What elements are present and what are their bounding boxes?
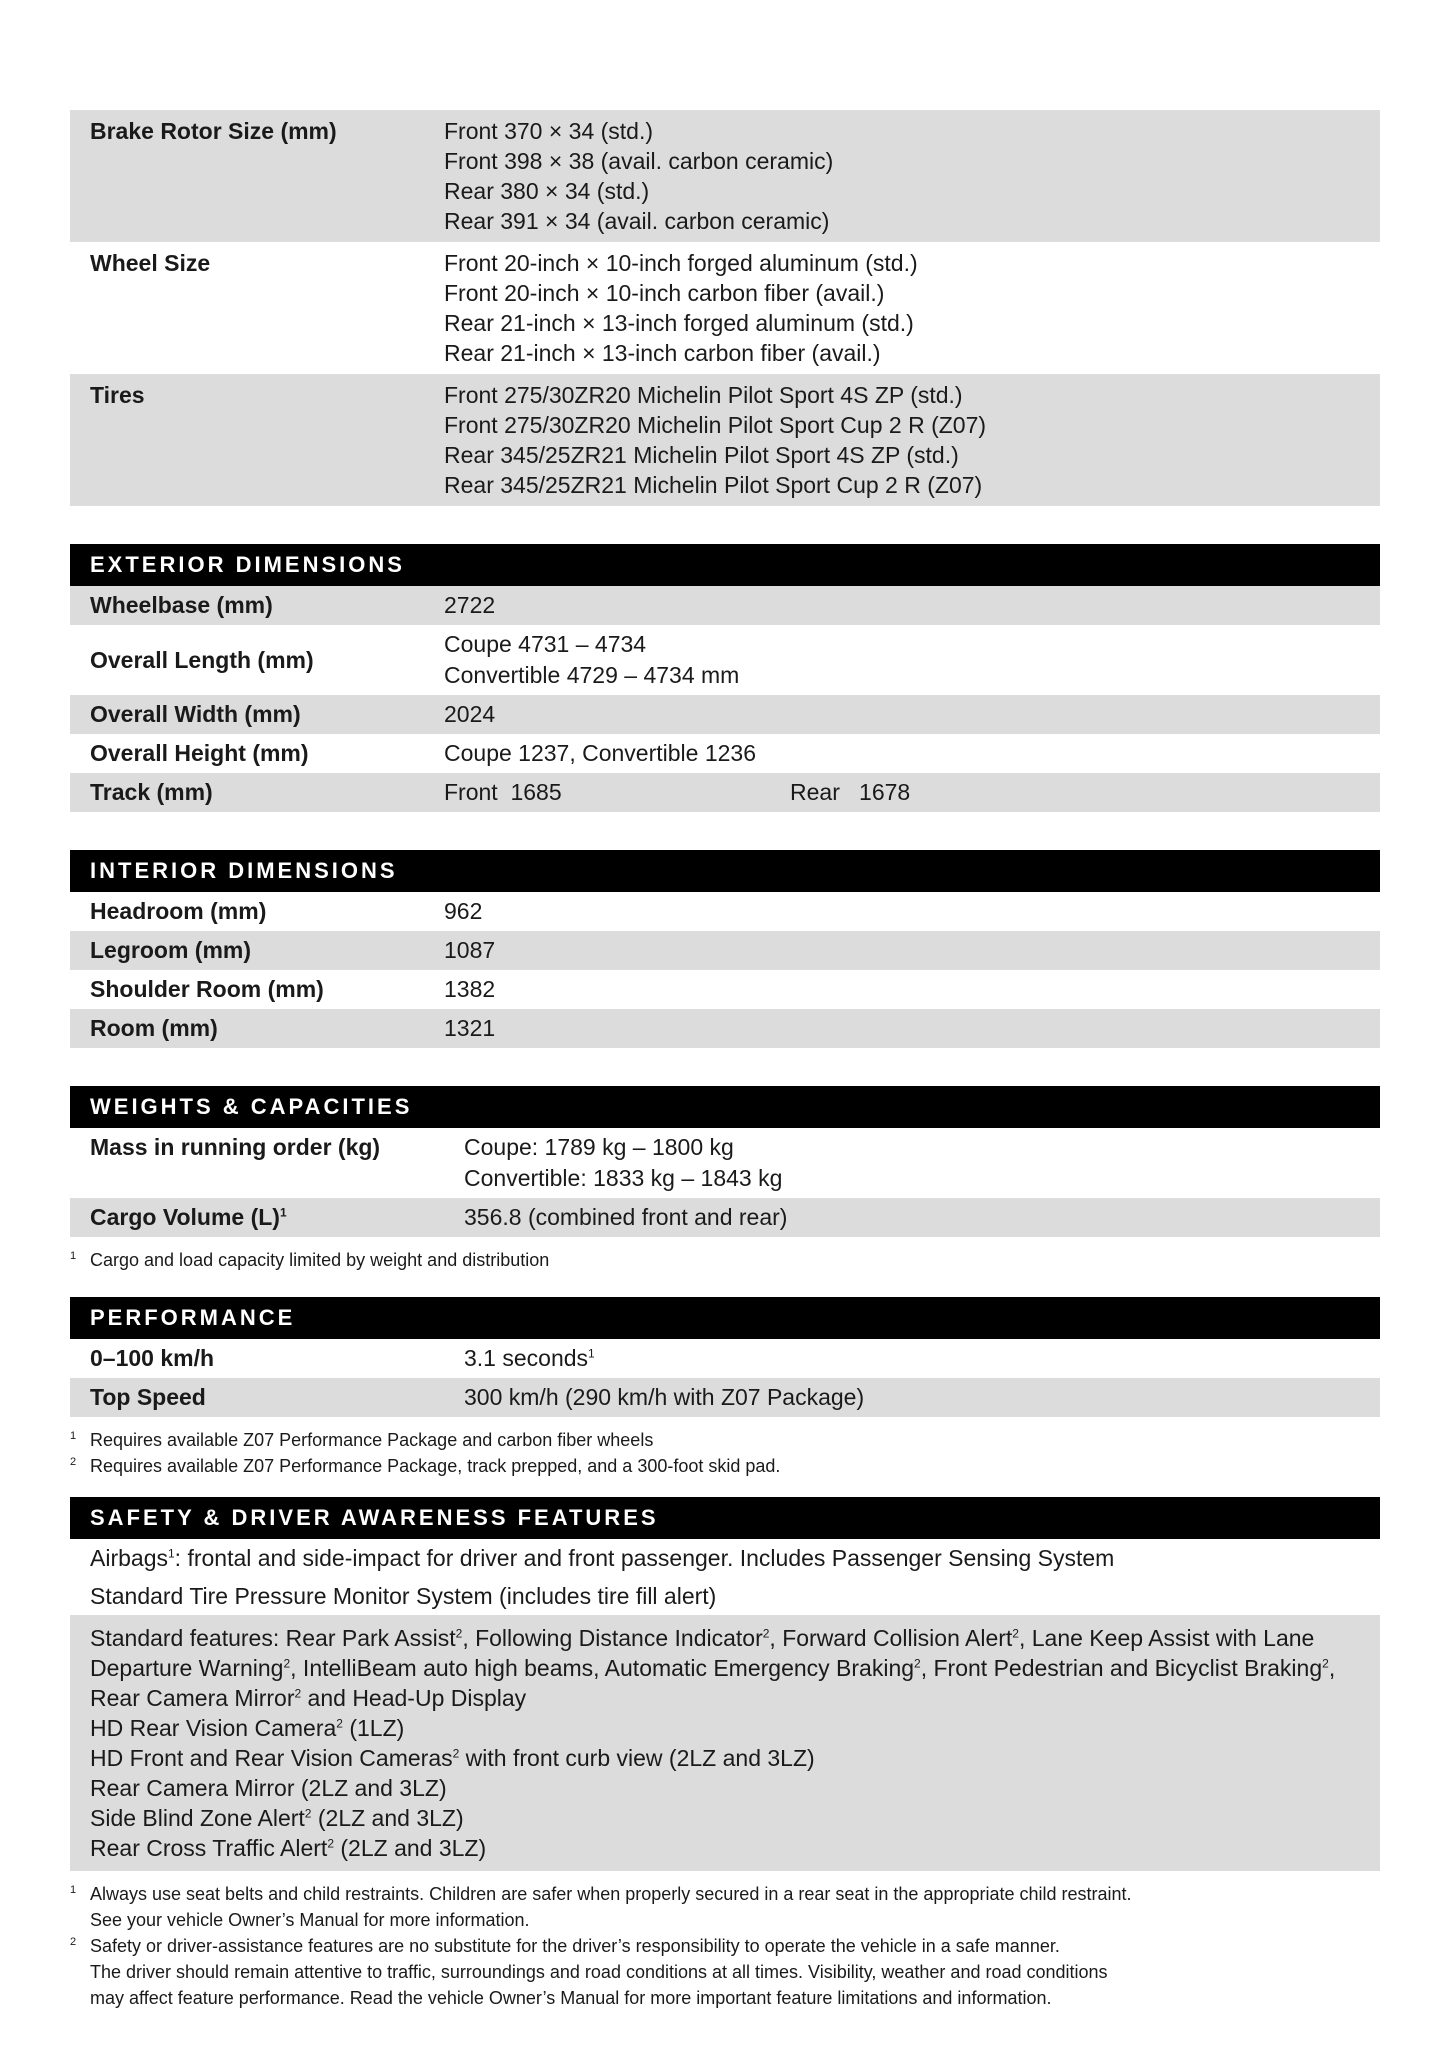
safety-features	[70, 1497, 1380, 2011]
footnote: 1 Cargo and load capacity limited by weight and distribution	[70, 1250, 550, 1270]
footnote: 2 Requires available Z07 Performance Package, track prepped, and a 300-foot skid pad.	[70, 1456, 781, 1476]
section-header: PERFORMANCE	[70, 1297, 1380, 1339]
spec-value: 356.8 (combined front and rear)	[464, 1204, 788, 1230]
spec-value: Front 275/30ZR20 Michelin Pilot Sport 4S ZP (std.)	[444, 382, 963, 408]
list-item: HD Front and Rear Vision Cameras$^2$ with front curb view (2LZ and 3LZ)	[90, 1745, 815, 1771]
overall-width-row	[70, 695, 1380, 734]
spec-value: Coupe 1237, Convertible 1236	[444, 740, 757, 766]
spec-value: Front 370 × 34 (std.)	[444, 118, 654, 144]
track-rear: Rear 1678	[790, 779, 911, 805]
spec-value: Coupe 4731 – 4734	[444, 631, 647, 657]
spec-value: 1382	[444, 976, 496, 1002]
spec-value: Rear 21-inch × 13-inch carbon fiber (avail.)	[444, 340, 881, 366]
spec-value: Front 20-inch × 10-inch forged aluminum (std.)	[444, 250, 918, 276]
spec-label: Wheel Size	[90, 250, 211, 276]
spec-value: Front 275/30ZR20 Michelin Pilot Sport Cup 2 R (Z07)	[444, 412, 987, 438]
spec-sheet	[70, 110, 1380, 2011]
tires-row	[70, 374, 1380, 506]
standard-features-text: Standard features: Rear Park Assist$^2$, Following Distance Indicator$^2$, Forward Collision Alert$^2$, Lane Keep Assist with Lane Departure Warning$^2$, IntelliBeam auto high beams, Automatic Emergency Braking$^2$, Front Pedestrian and Bicyclist Braking$^2$, Rear Camera Mirror$^2$ and Head-Up Display	[90, 1625, 1336, 1711]
spec-value: Convertible 4729 – 4734 mm	[444, 662, 740, 688]
spec-value: Rear 345/25ZR21 Michelin Pilot Sport Cup 2 R (Z07)	[444, 472, 983, 498]
interior-dimensions	[70, 850, 1380, 1048]
spec-value: Front 20-inch × 10-inch carbon fiber (avail.)	[444, 280, 885, 306]
section-header: WEIGHTS & CAPACITIES	[70, 1086, 1380, 1128]
tpms-item: Standard Tire Pressure Monitor System (includes tire fill alert)	[90, 1583, 717, 1609]
footnote: 2 Safety or driver-assistance features are no substitute for the driver’s responsibility to operate the vehicle in a safe manner. The driver should remain attentive to traffic, surroundings and road conditions at all times. Visibility, weather and road conditions may affect feature performance. Read the vehicle Owner’s Manual for more important feature limitations and information.	[70, 1936, 1108, 2008]
spec-label: Track (mm)	[90, 779, 213, 805]
list-item: HD Rear Vision Camera$^2$ (1LZ)	[90, 1715, 405, 1741]
spec-label: Mass in running order (kg)	[90, 1134, 381, 1160]
list-item: Side Blind Zone Alert$^2$ (2LZ and 3LZ)	[90, 1805, 464, 1831]
overall-length-row	[70, 625, 1380, 695]
spec-label: Top Speed	[90, 1384, 206, 1410]
list-item: Rear Cross Traffic Alert$^2$ (2LZ and 3LZ)	[90, 1835, 487, 1861]
spec-label: Overall Width (mm)	[90, 701, 301, 727]
mass-row	[70, 1128, 1380, 1198]
spec-value: 2024	[444, 701, 496, 727]
spec-value: 2722	[444, 592, 496, 618]
exterior-dimensions	[70, 544, 1380, 812]
acceleration-row	[70, 1339, 1380, 1378]
spec-label: Cargo Volume $(L)^1$	[90, 1204, 287, 1230]
section-header: INTERIOR DIMENSIONS	[70, 850, 1380, 892]
wheelbase-row	[70, 586, 1380, 625]
spec-value: Rear 380 × 34 (std.)	[444, 178, 650, 204]
room-row	[70, 1009, 1380, 1048]
standard-features	[70, 1615, 1380, 1871]
airbags-item: Airbags$^1$: frontal and side-impact for driver and front passenger. Includes Passenger Sensing System	[90, 1545, 1115, 1571]
spec-label: Legroom (mm)	[90, 937, 251, 963]
spec-value: Convertible: 1833 kg – 1843 kg	[464, 1165, 783, 1191]
footnote-mark: 1	[588, 1346, 595, 1361]
brake-rotor-row	[70, 110, 1380, 242]
spec-label: 0–100 km/h	[90, 1345, 215, 1371]
overall-height-row	[70, 734, 1380, 773]
spec-value: 962	[444, 898, 483, 924]
track-front: Front 1685	[444, 779, 562, 805]
list-item: Rear Camera Mirror (2LZ and 3LZ)	[90, 1775, 447, 1801]
spec-value: Rear 391 × 34 (avail. carbon ceramic)	[444, 208, 830, 234]
spec-value: Rear 345/25ZR21 Michelin Pilot Sport 4S ZP (std.)	[444, 442, 959, 468]
footnote-mark: 1	[279, 1205, 287, 1220]
shoulder-room-row	[70, 970, 1380, 1009]
spec-value: 1087	[444, 937, 496, 963]
section-header: SAFETY & DRIVER AWARENESS FEATURES	[70, 1497, 1380, 1539]
weights-capacities	[70, 1086, 1380, 1273]
top-speed-row	[70, 1378, 1380, 1417]
performance	[70, 1297, 1380, 1479]
wheel-size-row	[70, 242, 1380, 374]
spec-label: Room (mm)	[90, 1015, 218, 1041]
headroom-row	[70, 892, 1380, 931]
spec-value: 1321	[444, 1015, 496, 1041]
section-header: EXTERIOR DIMENSIONS	[70, 544, 1380, 586]
footnote: 1 Requires available Z07 Performance Package and carbon fiber wheels	[70, 1430, 654, 1450]
track-row	[70, 773, 1380, 812]
spec-value: Coupe: 1789 kg – 1800 kg	[464, 1134, 734, 1160]
chassis-specs	[70, 110, 1380, 506]
spec-value: Rear 21-inch × 13-inch forged aluminum (std.)	[444, 310, 914, 336]
spec-value: 300 km/h (290 km/h with Z07 Package)	[464, 1384, 865, 1410]
spec-label: Overall Height (mm)	[90, 740, 309, 766]
legroom-row	[70, 931, 1380, 970]
spec-label: Tires	[90, 382, 145, 408]
spec-label: Wheelbase (mm)	[90, 592, 273, 618]
spec-value: Front 398 × 38 (avail. carbon ceramic)	[444, 148, 834, 174]
cargo-row	[70, 1198, 1380, 1237]
spec-label: Brake Rotor Size (mm)	[90, 118, 337, 144]
spec-value: 3.1 seconds$^1$	[464, 1345, 595, 1371]
spec-label: Shoulder Room (mm)	[90, 976, 324, 1002]
spec-label: Headroom (mm)	[90, 898, 267, 924]
spec-label: Overall Length (mm)	[90, 646, 314, 673]
footnote: 1 Always use seat belts and child restraints. Children are safer when properly secured in a rear seat in the appropriate child restraint. See your vehicle Owner’s Manual for more information.	[70, 1884, 1132, 1930]
